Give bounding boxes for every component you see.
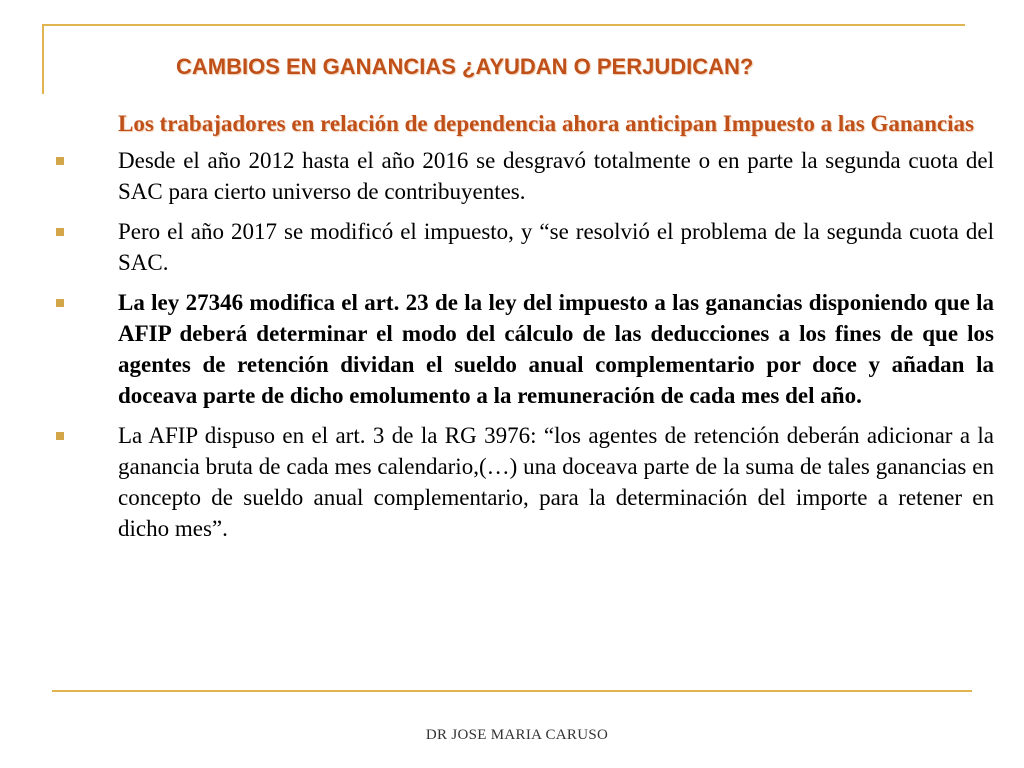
square-bullet-icon — [56, 299, 64, 307]
frame-left-line — [42, 24, 44, 94]
slide-subtitle: Los trabajadores en relación de dependencia ahora anticipan Impuesto a las Ganancias — [118, 111, 974, 136]
bullet-text: Pero el año 2017 se modificó el impuesto, y “se resolvió el problema de la segunda cuota del SAC. — [118, 219, 994, 275]
bullet-list — [118, 145, 994, 544]
slide-title: CAMBIOS EN GANANCIAS ¿AYUDAN O PERJUDICAN? — [176, 54, 754, 79]
bullet-text: Desde el año 2012 hasta el año 2016 se desgravó totalmente o en parte la segunda cuota del SAC para cierto universo de contribuyentes. — [118, 148, 994, 204]
bullet-text: La AFIP dispuso en el art. 3 de la RG 3976: “los agentes de retención deberán adicionar a la ganancia bruta de cada mes calendario,(…) una doceava parte de la suma de tales ganancias en concepto de sueldo anual complementario, para la determinación del importe a retener en dicho mes”. — [118, 423, 994, 541]
bullet-text-bold: La ley 27346 modifica el art. 23 de la ley del impuesto a las ganancias disponiendo que la AFIP deberá determinar el modo del cálculo de las deducciones a los fines de que los agentes de retención dividan el sueldo anual complementario por doce y añadan la doceava parte de dicho emolumento a la remuneración de cada mes del año. — [118, 290, 994, 408]
square-bullet-icon — [56, 432, 64, 440]
square-bullet-icon — [56, 228, 64, 236]
bullet-item — [118, 287, 994, 411]
bullet-item — [118, 145, 994, 207]
square-bullet-icon — [56, 157, 64, 165]
footer-author: DR JOSE MARIA CARUSO — [425, 727, 609, 743]
bullet-item — [118, 420, 994, 544]
slide-content — [118, 108, 994, 553]
footer — [0, 727, 1024, 744]
bullet-item — [118, 216, 994, 278]
frame-top-line — [42, 24, 965, 26]
frame-bottom-line — [52, 690, 972, 692]
